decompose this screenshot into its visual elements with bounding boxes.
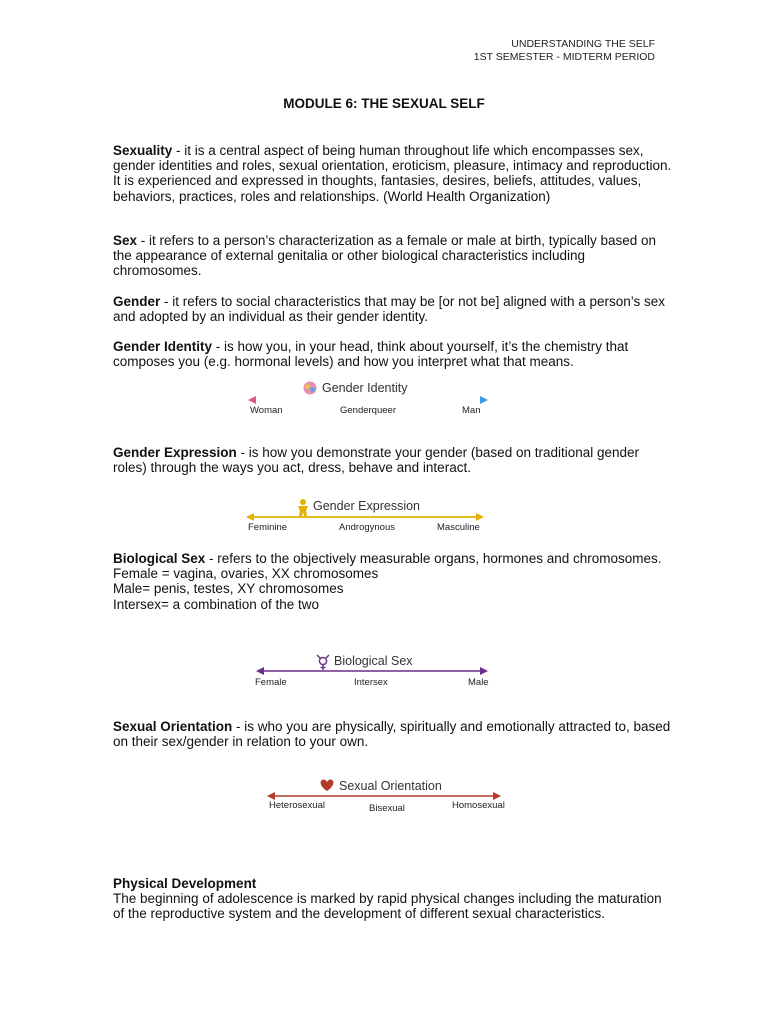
gender-identity-definition (113, 339, 673, 369)
arrow-right-icon (480, 667, 488, 675)
spectrum-label-right: Male (468, 677, 489, 688)
arrow-left-icon (246, 513, 254, 521)
module-title: MODULE 6: THE SEXUAL SELF (283, 96, 485, 111)
spectrum-title: Gender Expression (313, 499, 421, 513)
term-sexual-orientation: Sexual Orientation (113, 719, 233, 734)
course-title: UNDERSTANDING THE SELF (511, 38, 655, 50)
intersex-line: Intersex= a combination of the two (113, 596, 319, 612)
spectrum-label-left: Heterosexual (269, 800, 325, 811)
spectrum-label-right: Masculine (437, 522, 480, 533)
physical-development-section (113, 876, 673, 922)
male-line: Male= penis, testes, XY chromosomes (113, 581, 344, 597)
term-sexuality: Sexuality (113, 143, 173, 158)
gender-definition (113, 294, 673, 324)
physical-development-text: The beginning of adolescence is marked by rapid physical changes including the maturation of the reproductive system and the development of different sexual characteristics. (113, 891, 662, 922)
brain-icon (304, 382, 317, 395)
term-sex: Sex (113, 233, 138, 248)
arrow-right-icon (476, 513, 484, 521)
sexual-orientation-definition (113, 719, 673, 749)
spectrum-label-right: Man (462, 405, 481, 416)
spectrum-title: Gender Identity (322, 381, 408, 395)
gender-expression-spectrum (244, 494, 489, 536)
biological-sex-spectrum (252, 648, 497, 690)
spectrum-label-left: Woman (250, 405, 283, 416)
spectrum-label-center: Bisexual (369, 803, 405, 814)
arrow-left-icon (256, 667, 264, 675)
term-gender: Gender (113, 294, 161, 309)
arrow-right-icon (480, 396, 488, 404)
biological-sex-definition (113, 551, 673, 612)
arrow-left-icon (248, 396, 256, 404)
sexual-orientation-spectrum (263, 774, 513, 816)
gender-identity-text: - is how you, in your head, think about yourself, it’s the chemistry that composes you (e.g. hormonal levels) and how you interpret what that means. (113, 339, 629, 370)
female-line: Female = vagina, ovaries, XX chromosomes (113, 566, 379, 582)
gender-text: - it refers to social characteristics that may be [or not be] aligned with a person’s sex and adopted by an individual as their gender identity. (113, 294, 665, 325)
term-gender-identity: Gender Identity (113, 339, 213, 354)
semester-period: 1ST SEMESTER - MIDTERM PERIOD (473, 51, 655, 63)
sex-definition (113, 233, 673, 279)
spectrum-label-center: Androgynous (339, 522, 395, 533)
sexuality-text: - it is a central aspect of being human throughout life which encompasses sex, gender identities and roles, sexual orientation, eroticism, pleasure, intimacy and reproduction. It is experienced and expressed in thoughts, fantasies, desires, beliefs, attitudes, values, behaviors, practices, roles and relationships. (World Health Organization) (113, 143, 672, 204)
document-header (474, 38, 655, 64)
term-gender-expression: Gender Expression (113, 445, 237, 460)
sex-text: - it refers to a person’s characterization as a female or male at birth, typically based on the appearance of external genitalia or other biological characteristics including chromosomes. (113, 233, 657, 279)
spectrum-label-left: Female (255, 677, 287, 688)
spectrum-title: Biological Sex (334, 654, 413, 668)
spectrum-label-center: Genderqueer (340, 405, 396, 416)
spectrum-title: Sexual Orientation (339, 779, 442, 793)
heart-icon (321, 779, 334, 791)
biological-sex-text: - refers to the objectively measurable organs, hormones and chromosomes. (205, 551, 662, 566)
arrow-left-icon (267, 792, 275, 800)
arrow-right-icon (493, 792, 501, 800)
spectrum-label-right: Homosexual (452, 800, 505, 811)
term-biological-sex: Biological Sex (113, 551, 206, 566)
sexuality-definition (113, 143, 673, 204)
term-physical-development: Physical Development (113, 876, 257, 891)
gender-expression-definition (113, 445, 673, 475)
gender-expression-text: - is how you demonstrate your gender (based on traditional gender roles) through the ways you act, dress, behave and interact. (113, 445, 640, 476)
spectrum-label-left: Feminine (248, 522, 288, 533)
sexual-orientation-text: - is who you are physically, spiritually and emotionally attracted to, based on their sex/gender in relation to your own. (113, 719, 671, 750)
spectrum-label-center: Intersex (354, 677, 388, 688)
intersex-symbol-icon (317, 655, 329, 670)
person-icon (298, 499, 308, 516)
gender-identity-spectrum (246, 376, 496, 418)
